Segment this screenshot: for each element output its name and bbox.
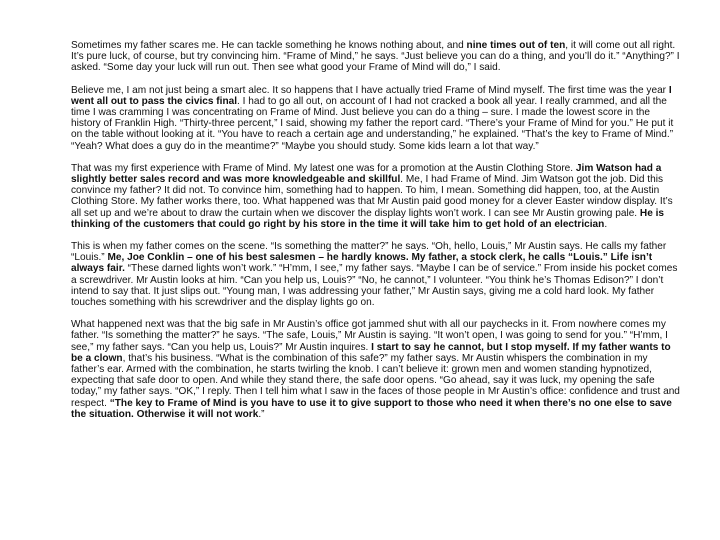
text-run: This is when my father comes on the scene. “Is something the matter?” he says. “Oh, hello, Louis,” Mr Austin says. He calls my father “Louis.” xyxy=(71,241,667,264)
bold-text-run: “The key to Frame of Mind is you have to use it to give support to those who need it when there’s no one else to save the situation. Otherwise it will not work xyxy=(71,397,672,420)
paragraph-3 xyxy=(71,163,681,230)
bold-text-run: I start to say he cannot, but I stop myself. If my father wants to be a clown xyxy=(71,341,671,364)
bold-text-run: Me, Joe Conklin – one of his best salesmen – he hardly knows. My father, a stock clerk, he calls “Louis.” Life isn’t always fair. xyxy=(71,252,653,275)
text-run: Sometimes my father scares me. He can tackle something he knows nothing about, and xyxy=(71,40,467,51)
paragraph-2 xyxy=(71,85,681,152)
text-run: . I had to go all out, on account of I had not cracked a book all year. I really crammed, and all the time I was cramming I was concentrating on Frame of Mind. Just believe you can do a thing – sure. I made the lowest score in the history of Franklin High. “Thirty-three percent,” I said, showing my father the report card. “There’s your Frame of Mind for you.” He put it on the table without looking at it. “You have to reach a certain age and understanding,” he explained. “That’s the key to Frame of Mind.” “Yeah? What does a guy do in the meantime?” “Maybe you should study. Some kids learn a lot that way.” xyxy=(71,95,674,152)
text-run: . Me, I had Frame of Mind. Jim Watson got the job. Did this convince my father? It did not. To convince him, something had to happen. To him, I mean. Something did happen, too, at the Austin Clothing Store. My father works there, too. What happened was that Mr Austin paid good money for a clever Easter window display. It’s all set up and we’re about to draw the curtain when we discover the display lights won’t work. I can see Mr Austin growing pale. xyxy=(71,174,673,219)
bold-text-run: Jim Watson had a slightly better sales record and was more knowledgeable and skillful xyxy=(71,162,662,186)
text-run: That was my first experience with Frame of Mind. My latest one was for a promotion at the Austin Clothing Store. xyxy=(71,162,576,174)
paragraph-4 xyxy=(71,241,681,308)
bold-text-run: He is thinking of the customers that could go right by his store in the time it will take him to get hold of an electrician xyxy=(71,207,665,230)
text-run: What happened next was that the big safe in Mr Austin’s office got jammed shut with all our paychecks in it. From nowhere comes my father. “Is something the matter?” he says. “The safe, Louis,” Mr Austin is saying. “It won’t open, I was going to send for you.” “H’mm, I see,” my father says. “Can you help us, Louis?” Mr Austin inquires. xyxy=(71,319,668,353)
text-run: Believe me, I am not just being a smart alec. It so happens that I have actually tried Frame of Mind myself. The first time was the year xyxy=(71,84,669,96)
document-page xyxy=(71,40,681,431)
text-run: , that’s his business. “What is the combination of this safe?” my father says. Mr Austin whispers the combination in my father’s ear. Armed with the combination, he starts twirling the knob. I can’t believe it: grown men and women standing hypnotized, expecting that safe door to open. And while they stand there, the safe door opens. “Go ahead, say it was luck, my opening the safe today,” my father says. “OK,” I reply. Then I tell him what I saw in the faces of those people in Mr Austin’s office: confidence and trust and respect. xyxy=(71,352,680,409)
text-run: “These darned lights won’t work.” “H’mm, I see,” my father says. “Maybe I can be of service.” From inside his pocket comes a screwdriver. Mr Austin looks at him. “Can you help us, Louis?” “No, he cannot,” I volunteer. “You think he’s Thomas Edison?” I don’t intend to say that. It just slips out. “Young man, I was addressing your father,” Mr Austin says, giving me a cold hard look. My father touches something with his screwdriver and the display lights go on. xyxy=(71,263,678,309)
text-run: , it will come out all right. It’s pure luck, of course, but try convincing him. “Frame of Mind,” he says. “Just believe you can do a thing, and you’ll do it.” “Anything?” I asked. “Some day your luck will run out. Then see what good your Frame of Mind will do,” I said. xyxy=(71,40,680,74)
paragraph-5 xyxy=(71,319,681,420)
bold-text-run: nine times out of ten xyxy=(466,40,566,51)
text-run: . xyxy=(604,218,608,230)
paragraph-1 xyxy=(71,40,681,74)
text-run: .” xyxy=(258,408,265,420)
bold-text-run: I went all out to pass the civics final xyxy=(71,84,672,107)
